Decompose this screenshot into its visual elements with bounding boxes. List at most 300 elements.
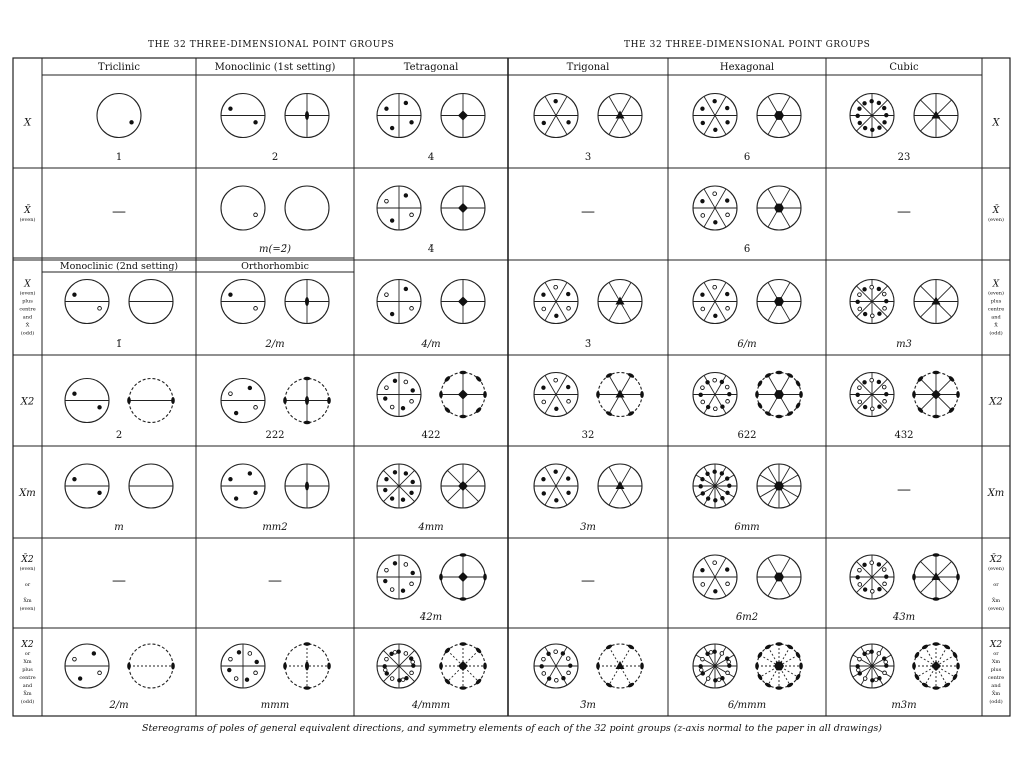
row-label-left: and — [22, 683, 33, 689]
pole — [401, 406, 405, 410]
twofold-rim-axis-icon — [327, 397, 331, 404]
pole — [701, 107, 705, 111]
pole — [701, 293, 705, 297]
pole — [714, 128, 718, 132]
open-pole — [726, 400, 730, 404]
threefold-axis-icon — [932, 572, 941, 580]
twofold-rim-axis-icon — [776, 642, 783, 646]
row-label-right: (even) — [988, 606, 1004, 612]
twofold-rim-axis-icon — [956, 391, 960, 398]
point-group-symbol: mmm — [260, 700, 290, 711]
pole — [699, 393, 703, 397]
pole — [390, 497, 394, 501]
pole — [706, 405, 710, 409]
point-group-symbol: 222 — [265, 430, 285, 441]
pole — [878, 126, 882, 130]
point-group-symbol: 4̄3m — [892, 612, 916, 623]
pole — [73, 293, 77, 297]
point-group-symbol: 6 — [743, 152, 751, 163]
pole — [726, 491, 730, 495]
pole — [254, 491, 258, 495]
open-pole — [254, 406, 258, 410]
open-pole — [410, 582, 414, 586]
pole — [554, 99, 558, 103]
row-label-right: and — [991, 683, 1001, 689]
open-pole — [709, 650, 713, 654]
twofold-rim-axis-icon — [757, 673, 764, 681]
column-title: Monoclinic (1st setting) — [214, 62, 336, 73]
open-pole — [554, 285, 558, 289]
pole — [884, 113, 888, 117]
twofold-rim-axis-icon — [786, 682, 794, 689]
fourfold-axis-icon — [458, 203, 468, 213]
point-group-symbol: 422 — [421, 430, 441, 441]
pole — [701, 492, 705, 496]
open-pole — [714, 407, 718, 411]
row-label-right: plus — [990, 667, 1002, 673]
open-pole — [701, 400, 705, 404]
pole — [411, 571, 415, 575]
fourfold-axis-icon — [931, 661, 941, 671]
fourfold-axis-icon — [458, 297, 468, 307]
pole — [542, 477, 546, 481]
subheader-orthorhombic: Orthorhombic — [241, 261, 309, 272]
twofold-rim-axis-icon — [921, 682, 929, 689]
open-pole — [884, 660, 888, 664]
twofold-rim-axis-icon — [304, 642, 311, 646]
pole — [714, 678, 718, 682]
open-pole — [404, 563, 408, 567]
pole — [858, 121, 862, 125]
twofold-rim-axis-icon — [460, 415, 467, 419]
pole — [884, 392, 888, 396]
stereogram-circle — [285, 186, 329, 230]
twofold-rim-axis-icon — [483, 663, 487, 670]
pole — [883, 121, 887, 125]
open-pole — [567, 400, 571, 404]
open-pole — [229, 657, 233, 661]
twofold-axis-icon — [305, 396, 309, 405]
twofold-rim-axis-icon — [439, 663, 443, 670]
twofold-rim-axis-icon — [755, 391, 759, 398]
twofold-rim-axis-icon — [627, 410, 635, 417]
open-pole — [385, 568, 389, 572]
pole — [856, 665, 860, 669]
row-label-right: X̄ — [992, 206, 1000, 216]
open-pole — [410, 400, 414, 404]
twofold-rim-axis-icon — [776, 415, 783, 419]
pole — [73, 477, 77, 481]
twofold-rim-axis-icon — [327, 663, 331, 670]
pole — [877, 101, 881, 105]
open-pole — [858, 657, 862, 661]
open-pole — [383, 668, 387, 672]
open-pole — [542, 307, 546, 311]
point-group-symbol: m(=2̄) — [258, 244, 292, 255]
pole — [383, 579, 387, 583]
pole — [714, 314, 718, 318]
row-label-left: Xm — [19, 488, 36, 499]
pole — [542, 492, 546, 496]
row-label-left: X̄m — [23, 691, 32, 697]
twofold-rim-axis-icon — [786, 372, 794, 379]
twofold-rim-axis-icon — [757, 380, 764, 388]
open-pole — [254, 213, 258, 217]
twofold-rim-axis-icon — [640, 663, 644, 670]
threefold-axis-icon — [616, 481, 625, 489]
open-pole — [401, 678, 405, 682]
twofold-rim-axis-icon — [605, 682, 613, 689]
right-page-header: THE 32 THREE-DIMENSIONAL POINT GROUPS — [624, 40, 871, 50]
pole — [706, 380, 710, 384]
pole — [542, 293, 546, 297]
row-label-right: plus — [990, 298, 1002, 305]
twofold-rim-axis-icon — [956, 663, 960, 670]
pole — [720, 472, 724, 476]
pole — [398, 678, 402, 682]
point-group-symbol: 3̄m — [580, 700, 596, 711]
open-pole — [701, 657, 705, 661]
twofold-rim-axis-icon — [933, 686, 940, 690]
row-label-right: and — [991, 314, 1001, 321]
twofold-rim-axis-icon — [757, 651, 764, 659]
pole — [245, 678, 249, 682]
twofold-rim-axis-icon — [786, 644, 794, 651]
pole — [410, 121, 414, 125]
pole — [390, 126, 394, 130]
stereogram-circle — [97, 94, 141, 138]
pole — [568, 664, 572, 668]
row-label-left: or — [24, 651, 31, 657]
pole — [397, 650, 401, 654]
point-group-symbol: 4mm — [418, 522, 444, 533]
twofold-rim-axis-icon — [483, 574, 487, 581]
point-group-symbol: 622 — [737, 430, 757, 441]
pole — [884, 664, 888, 668]
open-pole — [866, 650, 870, 654]
open-pole — [701, 583, 705, 587]
pole — [863, 588, 867, 592]
pole — [411, 480, 415, 484]
open-pole — [717, 678, 721, 682]
threefold-axis-icon — [932, 111, 941, 119]
point-group-symbol: 4/m — [421, 339, 441, 350]
pole — [547, 677, 551, 681]
empty-cell-dash: — — [897, 204, 911, 220]
twofold-rim-axis-icon — [640, 391, 644, 398]
open-pole — [858, 400, 862, 404]
open-pole — [567, 307, 571, 311]
pole — [248, 472, 252, 476]
point-group-symbol: 6/m — [737, 339, 757, 350]
twofold-rim-axis-icon — [596, 663, 600, 670]
twofold-rim-axis-icon — [460, 553, 467, 557]
pole — [863, 405, 867, 409]
pole — [98, 491, 102, 495]
pole — [401, 589, 405, 593]
pole — [404, 194, 408, 198]
point-group-symbol: 4 — [427, 152, 435, 163]
pole — [699, 485, 703, 489]
pole — [701, 568, 705, 572]
pole — [856, 393, 860, 397]
open-pole — [713, 285, 717, 289]
pole — [410, 491, 414, 495]
pole — [713, 470, 717, 474]
pole — [720, 380, 724, 384]
pole — [229, 477, 233, 481]
row-label-left: X̄m — [23, 598, 32, 604]
point-group-symbol: m3 — [896, 339, 912, 350]
open-pole — [393, 650, 397, 654]
twofold-rim-axis-icon — [933, 371, 940, 375]
open-pole — [706, 677, 710, 681]
pole — [725, 292, 729, 296]
pole — [858, 107, 862, 111]
twofold-rim-axis-icon — [439, 391, 443, 398]
row-label-right: X2 — [989, 640, 1003, 650]
twofold-rim-axis-icon — [799, 391, 803, 398]
open-pole — [390, 677, 394, 681]
open-pole — [385, 293, 389, 297]
open-pole — [566, 657, 570, 661]
pole — [567, 121, 571, 125]
row-label-left: X̄ — [25, 322, 30, 329]
row-label-left: (even) — [19, 217, 36, 223]
pole — [237, 650, 241, 654]
pole — [555, 498, 559, 502]
open-pole — [390, 588, 394, 592]
pole — [411, 389, 415, 393]
open-pole — [713, 192, 717, 196]
twofold-axis-icon — [305, 662, 309, 671]
open-pole — [726, 213, 730, 217]
open-pole — [726, 582, 730, 586]
row-label-left: X̄ — [24, 206, 31, 216]
column-title: Triclinic — [98, 62, 140, 73]
sixfold-axis-icon — [774, 662, 784, 671]
open-pole — [720, 652, 724, 656]
pole — [863, 101, 867, 105]
empty-cell-dash: — — [581, 573, 595, 589]
open-pole — [882, 568, 886, 572]
point-group-symbol: 6̄m2 — [735, 612, 759, 623]
pole — [562, 676, 566, 680]
point-group-symbol: 2 — [271, 152, 279, 163]
pole — [383, 665, 387, 669]
pole — [870, 99, 874, 103]
row-label-left: (even) — [19, 290, 36, 297]
pole — [393, 470, 397, 474]
pole — [871, 128, 875, 132]
point-group-symbol: 4̄2m — [419, 612, 443, 623]
fourfold-axis-icon — [458, 572, 468, 582]
twofold-rim-axis-icon — [127, 663, 131, 670]
threefold-axis-icon — [616, 661, 625, 669]
twofold-rim-axis-icon — [912, 663, 916, 670]
open-pole — [870, 561, 874, 565]
twofold-rim-axis-icon — [764, 410, 772, 417]
row-label-left: or — [24, 582, 31, 588]
open-pole — [726, 671, 730, 675]
pole — [542, 386, 546, 390]
pole — [706, 472, 710, 476]
open-pole — [404, 652, 408, 656]
row-label-right: X — [992, 279, 1000, 290]
row-label-left: Xm — [23, 659, 32, 665]
pole — [229, 293, 233, 297]
pole — [555, 407, 559, 411]
open-pole — [73, 657, 77, 661]
empty-cell-dash: — — [581, 204, 595, 220]
twofold-rim-axis-icon — [460, 371, 467, 375]
pole — [726, 121, 730, 125]
pole — [229, 107, 233, 111]
pole — [706, 497, 710, 501]
pole — [727, 484, 731, 488]
point-group-symbol: 4/mmm — [411, 700, 451, 711]
row-label-right: X̄2 — [989, 555, 1003, 565]
point-group-symbol: 2/m — [109, 700, 129, 711]
point-group-symbol: m3m — [891, 700, 917, 711]
pole — [725, 106, 729, 110]
pole — [234, 411, 238, 415]
row-label-right: X̄m — [991, 691, 1001, 697]
pole — [701, 477, 705, 481]
pole — [401, 498, 405, 502]
pole — [255, 660, 259, 664]
row-label-right: Xm — [991, 659, 1001, 665]
twofold-rim-axis-icon — [757, 402, 764, 410]
pole — [725, 568, 729, 572]
row-label-right: X̄m — [991, 598, 1001, 604]
pole — [383, 488, 387, 492]
pole — [727, 664, 731, 668]
open-pole — [858, 583, 862, 587]
column-title: Tetragonal — [403, 62, 459, 73]
twofold-rim-axis-icon — [943, 644, 951, 651]
pole — [878, 587, 882, 591]
twofold-rim-axis-icon — [283, 397, 287, 404]
row-label-right: or — [993, 582, 999, 588]
twofold-rim-axis-icon — [627, 682, 635, 689]
open-pole — [411, 660, 415, 664]
pole — [542, 121, 546, 125]
pole — [714, 498, 718, 502]
pole — [877, 287, 881, 291]
open-pole — [858, 568, 862, 572]
pole — [878, 312, 882, 316]
point-group-symbol: 432 — [894, 430, 914, 441]
pole — [727, 392, 731, 396]
open-pole — [863, 677, 867, 681]
stereogram-circle — [221, 186, 265, 230]
open-pole — [385, 657, 389, 661]
twofold-rim-axis-icon — [605, 410, 613, 417]
twofold-rim-axis-icon — [755, 663, 759, 670]
sixfold-axis-icon — [774, 482, 784, 491]
pole — [567, 491, 571, 495]
subheader-monoclinic-2nd: Monoclinic (2nd setting) — [59, 261, 179, 272]
twofold-rim-axis-icon — [171, 397, 175, 404]
pole — [713, 650, 717, 654]
twofold-rim-axis-icon — [764, 682, 772, 689]
open-pole — [410, 671, 414, 675]
pole — [78, 677, 82, 681]
open-pole — [870, 378, 874, 382]
open-pole — [554, 378, 558, 382]
point-group-symbol: 6/mmm — [727, 700, 767, 711]
twofold-rim-axis-icon — [914, 651, 921, 659]
open-pole — [727, 660, 731, 664]
open-pole — [98, 671, 102, 675]
open-pole — [883, 671, 887, 675]
open-pole — [871, 589, 875, 593]
threefold-axis-icon — [932, 297, 941, 305]
twofold-axis-icon — [305, 297, 309, 306]
open-pole — [858, 386, 862, 390]
open-pole — [229, 392, 233, 396]
open-pole — [701, 386, 705, 390]
open-pole — [542, 657, 546, 661]
pole — [863, 287, 867, 291]
twofold-rim-axis-icon — [912, 391, 916, 398]
point-group-symbol: 2/m — [265, 339, 285, 350]
pole — [878, 405, 882, 409]
open-pole — [98, 307, 102, 311]
row-label-right: X — [992, 117, 1000, 129]
row-label-left: (odd) — [20, 699, 35, 705]
pole — [863, 126, 867, 130]
twofold-rim-axis-icon — [776, 371, 783, 375]
column-title: Cubic — [889, 62, 919, 73]
pole — [856, 300, 860, 304]
open-pole — [248, 652, 252, 656]
pole — [701, 121, 705, 125]
threefold-axis-icon — [616, 111, 625, 119]
point-group-symbol: 3m — [580, 522, 596, 533]
row-label-right: (even) — [988, 290, 1004, 297]
pole — [884, 299, 888, 303]
point-group-symbol: m — [114, 522, 124, 533]
fourfold-axis-icon — [458, 111, 468, 121]
left-page-header: THE 32 THREE-DIMENSIONAL POINT GROUPS — [148, 40, 395, 50]
pole — [566, 477, 570, 481]
pole — [130, 121, 134, 125]
sixfold-axis-icon — [774, 297, 784, 306]
pole — [547, 652, 551, 656]
pole — [877, 563, 881, 567]
twofold-axis-icon — [305, 111, 309, 120]
empty-cell-dash: — — [268, 573, 282, 589]
open-pole — [858, 293, 862, 297]
twofold-rim-axis-icon — [799, 663, 803, 670]
point-group-symbol: mm2 — [262, 522, 288, 533]
pole — [863, 380, 867, 384]
open-pole — [542, 672, 546, 676]
pole — [725, 199, 729, 203]
twofold-rim-axis-icon — [933, 597, 940, 601]
point-group-symbol: 1 — [115, 152, 123, 163]
row-label-right: (odd) — [989, 330, 1003, 337]
row-label-right: (odd) — [989, 699, 1003, 705]
twofold-rim-axis-icon — [943, 682, 951, 689]
row-label-left: X — [24, 279, 31, 290]
point-group-symbol: 4̄ — [427, 244, 435, 255]
sixfold-axis-icon — [774, 111, 784, 120]
pole — [248, 386, 252, 390]
pole — [856, 576, 860, 580]
